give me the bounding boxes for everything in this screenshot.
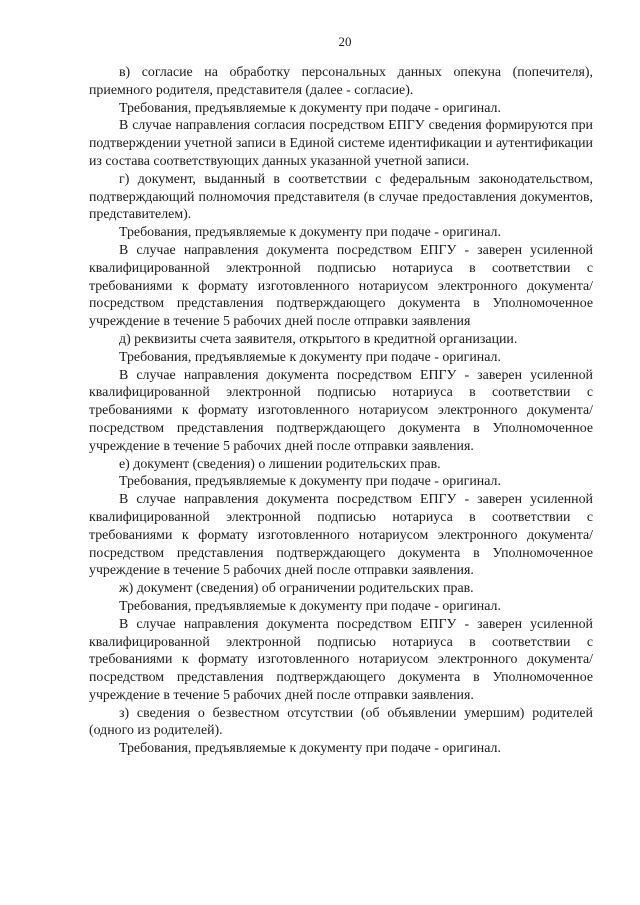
paragraph-requirements: Требования, предъявляемые к документу при подаче - оригинал.	[119, 349, 501, 365]
page-number: 20	[338, 34, 352, 49]
paragraph-epgu-notary: В случае направления документа посредством ЕПГУ - заверен усиленной квалифицированной электронной подписью нотариуса в соответствии с требованиями к формату изготовленного нотариусом электронного документа/посредством представления подтверждающего документа в Уполномоченное учреждение в течение 5 рабочих дней после отправки заявления.	[89, 367, 593, 454]
paragraph-epgu-consent: В случае направления согласия посредством ЕПГУ сведения формируются при подтверждении учетной записи в Единой системе идентификации и аутентификации из состава соответствующих данных указанной учетной записи.	[89, 118, 593, 169]
paragraph-requirements: Требования, предъявляемые к документу при подаче - оригинал.	[119, 474, 501, 490]
paragraph-requirements: Требования, предъявляемые к документу при подаче - оригинал.	[119, 741, 501, 757]
paragraph-consent: в) согласие на обработку персональных данных опекуна (попечителя), приемного родителя, представителя (далее - согласие).	[89, 65, 593, 98]
paragraph-requirements: Требования, предъявляемые к документу при подаче - оригинал.	[119, 598, 501, 614]
paragraph-requirements: Требования, предъявляемые к документу при подаче - оригинал.	[119, 225, 501, 241]
paragraph-requirements: Требования, предъявляемые к документу при подаче - оригинал.	[119, 100, 501, 116]
paragraph-missing-parents: з) сведения о безвестном отсутствии (об объявлении умершим) родителей (одного из родителей).	[89, 705, 593, 739]
paragraph-epgu-notary: В случае направления документа посредством ЕПГУ - заверен усиленной квалифицированной электронной подписью нотариуса в соответствии с требованиями к формату изготовленного нотариусом электронного документа/посредством представления подтверждающего документа в Уполномоченное учреждение в течение 5 рабочих дней после отправки заявления.	[89, 492, 593, 579]
paragraph-bank-account: д) реквизиты счета заявителя, открытого в кредитной организации.	[119, 331, 518, 347]
paragraph-epgu-notary: В случае направления документа посредством ЕПГУ - заверен усиленной квалифицированной электронной подписью нотариуса в соответствии с требованиями к формату изготовленного нотариусом электронного документа/посредством представления подтверждающего документа в Уполномоченное учреждение в течение 5 рабочих дней после отправки заявления.	[89, 616, 593, 703]
paragraph-restriction-rights: ж) документ (сведения) об ограничении родительских прав.	[119, 581, 474, 597]
paragraph-epgu-notary: В случае направления документа посредством ЕПГУ - заверен усиленной квалифицированной электронной подписью нотариуса в соответствии с требованиями к формату изготовленного нотариусом электронного документа/посредством представления подтверждающего документа в Уполномоченное учреждение в течение 5 рабочих дней после отправки заявления	[89, 242, 593, 330]
paragraph-representative-document: г) документ, выданный в соответствии с федеральным законодательством, подтверждающий полномочия представителя (в случае предоставления документов, представителем).	[89, 171, 593, 223]
paragraph-deprivation-rights: е) документ (сведения) о лишении родительских прав.	[119, 456, 441, 472]
